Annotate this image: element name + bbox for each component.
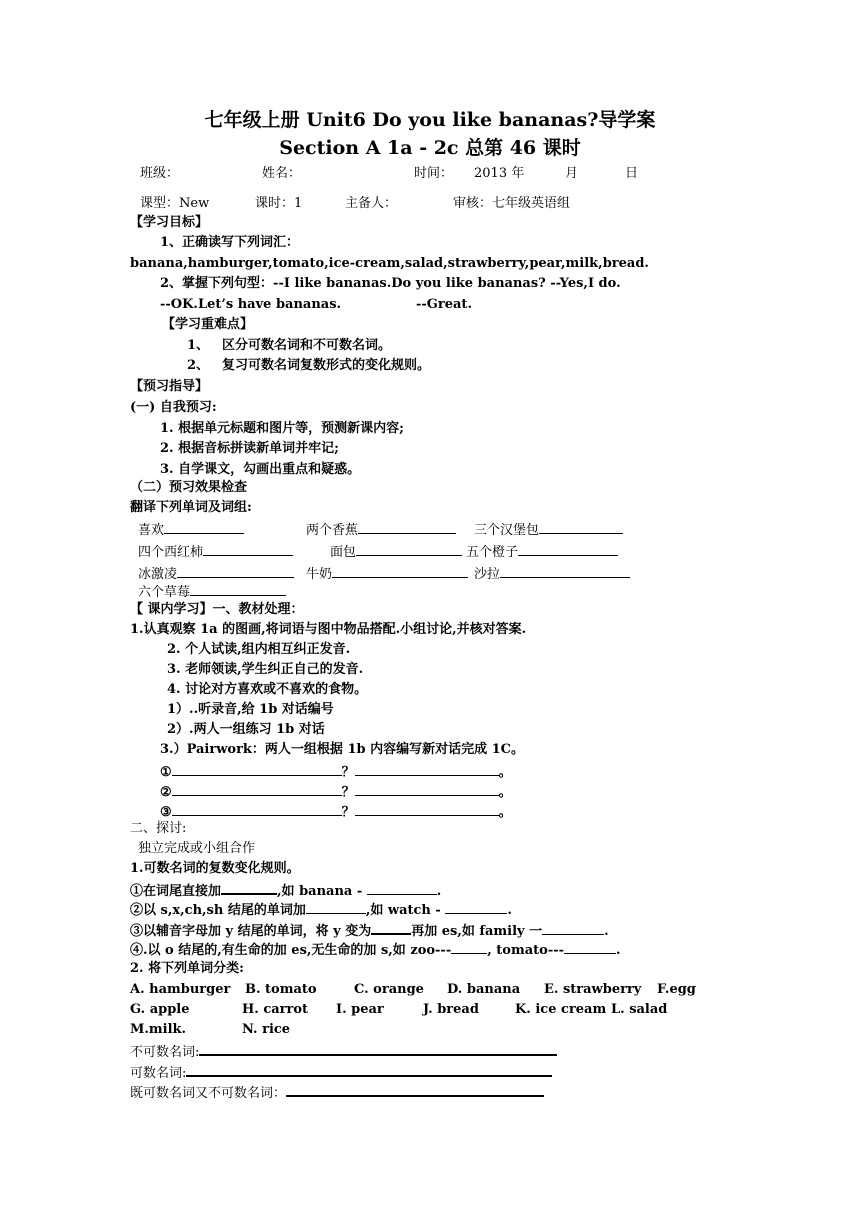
key-num-2: 2、 [187, 358, 210, 373]
day-label: 日 [625, 166, 639, 181]
preview-header: 【预习指导】 [130, 379, 209, 394]
rule-3: ③以辅音字母加 y 结尾的单词，将 y 变为 再加 es,如 family 一 . [130, 920, 609, 941]
dialogue-blank-3b[interactable] [355, 802, 499, 816]
both-line: 既可数名词又不可数名词： [130, 1082, 544, 1103]
option-c: C. orange [354, 982, 424, 997]
option-g: G. apple [130, 1002, 190, 1017]
uncountable-blank[interactable] [199, 1041, 557, 1056]
blank-four-tomatoes[interactable] [203, 542, 293, 556]
month-label: 月 [565, 166, 579, 181]
explore-sub: 独立完成或小组合作 [138, 841, 256, 856]
blank-five-oranges[interactable] [518, 542, 618, 556]
option-b: B. tomato [245, 982, 317, 997]
classify-header: 2. 将下列单词分类: [130, 961, 244, 976]
option-j: J. bread [423, 1002, 479, 1017]
goal-item-2: 2、掌握下列句型：--I like bananas.Do you like bananas? --Yes,I do. [160, 276, 621, 291]
blank-two-bananas[interactable] [358, 520, 456, 534]
page-title: 七年级上册 Unit6 Do you like bananas?导学案 [204, 109, 656, 131]
blank-six-strawberries[interactable] [190, 582, 286, 596]
dialogue-blank-2b[interactable] [355, 782, 499, 796]
explore-header: 二、探讨: [130, 821, 187, 836]
rule-3-blank-a[interactable] [371, 920, 411, 935]
self-preview-header: (一) 自我预习: [130, 400, 217, 415]
goal-item-1: 1、正确读写下列词汇： [160, 235, 300, 250]
preparer-label: 主备人： [345, 196, 398, 211]
key-header: 【学习重难点】 [162, 317, 254, 332]
dialogue-blank-1b[interactable] [355, 762, 499, 776]
word-bread: 面包 [330, 542, 462, 562]
dialogue-blank-2a[interactable] [172, 782, 342, 796]
word-four-tomatoes: 四个西红柿 [138, 542, 293, 562]
class-step-4b: 2）.两人一组练习 1b 对话 [167, 722, 325, 737]
time-label: 时间： [414, 166, 454, 181]
option-h: H. carrot [242, 1002, 309, 1017]
page-subtitle: Section A 1a - 2c 总第 46 课时 [279, 137, 581, 159]
blank-like[interactable] [164, 520, 244, 534]
key-item-1: 区分可数名词和不可数名词。 [222, 338, 392, 353]
lesson-type: 课型：New [140, 196, 210, 211]
dialogue-line-1: ① ？ 。 [160, 762, 512, 782]
rule-3-blank-b[interactable] [542, 921, 604, 935]
option-k: K. ice cream [515, 1002, 607, 1017]
uncountable-line: 不可数名词: [130, 1041, 557, 1062]
goal-vocab: banana,hamburger,tomato,ice-cream,salad,strawberry,pear,milk,bread. [130, 256, 649, 271]
blank-three-hamburgers[interactable] [539, 520, 623, 534]
dialogue-blank-1a[interactable] [172, 762, 342, 776]
word-six-strawberries: 六个草莓 [138, 582, 286, 602]
key-item-2: 复习可数名词复数形式的变化规则。 [222, 358, 431, 373]
rule-1-blank-a[interactable] [221, 880, 277, 895]
rule-2-blank-a[interactable] [306, 900, 366, 914]
both-blank[interactable] [286, 1082, 544, 1097]
key-num-1: 1、 [187, 338, 210, 353]
option-i: I. pear [336, 1002, 384, 1017]
word-two-bananas: 两个香蕉 [306, 520, 456, 540]
dialogue-line-3: ③ ？ 。 [160, 802, 512, 822]
word-milk: 牛奶 [306, 564, 468, 584]
option-m: M.milk. [130, 1022, 187, 1037]
translate-instruction: 翻译下列单词及词组: [130, 500, 252, 515]
word-five-oranges: 五个橙子 [466, 542, 618, 562]
year-label: 2013 年 [474, 166, 525, 181]
rule-2: ②以 s,x,ch,sh 结尾的单词加 ,如 watch - . [130, 900, 512, 920]
class-step-4c: 3.）Pairwork：两人一组根据 1b 内容编写新对话完成 1C。 [160, 742, 525, 757]
class-step-1: 1.认真观察 1a 的图画,将词语与图中物品搭配.小组讨论,并核对答案. [130, 622, 527, 637]
option-l: L. salad [611, 1002, 668, 1017]
rule-4: ④.以 o 结尾的,有生命的加 es,无生命的加 s,如 zoo--- , tomato--- . [130, 940, 621, 960]
word-salad: 沙拉 [474, 564, 630, 584]
word-like: 喜欢 [138, 520, 244, 540]
preview-item-1: 1. 根据单元标题和图片等，预测新课内容; [160, 421, 404, 436]
rules-header: 1.可数名词的复数变化规则。 [130, 861, 300, 876]
rule-1: ①在词尾直接加 ,如 banana - . [130, 880, 441, 901]
blank-bread[interactable] [356, 542, 462, 556]
check-header: （二）预习效果检查 [130, 480, 248, 495]
class-step-2: 2. 个人试读,组内相互纠正发音. [167, 642, 351, 657]
option-a: A. hamburger [130, 982, 231, 997]
blank-milk[interactable] [332, 564, 468, 578]
rule-4-blank-b[interactable] [564, 940, 616, 954]
dialogue-blank-3a[interactable] [172, 802, 342, 816]
rule-4-blank-a[interactable] [451, 940, 487, 954]
class-step-3: 3. 老师领读,学生纠正自己的发音. [167, 662, 364, 677]
rule-2-blank-b[interactable] [445, 900, 507, 914]
option-f: F.egg [657, 982, 696, 997]
goal-item-2-line-a: --OK.Let’s have bananas. [160, 297, 342, 312]
class-label: 班级： [140, 166, 180, 181]
review-label: 审核：七年级英语组 [453, 196, 571, 211]
rule-1-blank-b[interactable] [367, 881, 437, 895]
option-e: E. strawberry [544, 982, 642, 997]
word-three-hamburgers: 三个汉堡包 [474, 520, 623, 540]
name-label: 姓名： [262, 166, 302, 181]
blank-salad[interactable] [500, 564, 630, 578]
countable-blank[interactable] [186, 1062, 552, 1077]
blank-icecream[interactable] [177, 564, 294, 578]
goals-header: 【学习目标】 [130, 215, 209, 230]
countable-line: 可数名词: [130, 1062, 552, 1083]
class-step-4a: 1）..听录音,给 1b 对话编号 [167, 702, 334, 717]
class-step-4: 4. 讨论对方喜欢或不喜欢的食物。 [167, 682, 368, 697]
option-d: D. banana [447, 982, 521, 997]
lesson-period: 课时：1 [255, 196, 303, 211]
dialogue-line-2: ② ？ 。 [160, 782, 512, 802]
class-header: 【 课内学习】一、教材处理： [130, 602, 304, 617]
option-n: N. rice [242, 1022, 291, 1037]
word-icecream: 冰激凌 [138, 564, 294, 584]
preview-item-3: 3. 自学课文，勾画出重点和疑惑。 [160, 462, 361, 477]
goal-item-2-line-b: --Great. [416, 297, 472, 312]
preview-item-2: 2. 根据音标拼读新单词并牢记; [160, 441, 339, 456]
